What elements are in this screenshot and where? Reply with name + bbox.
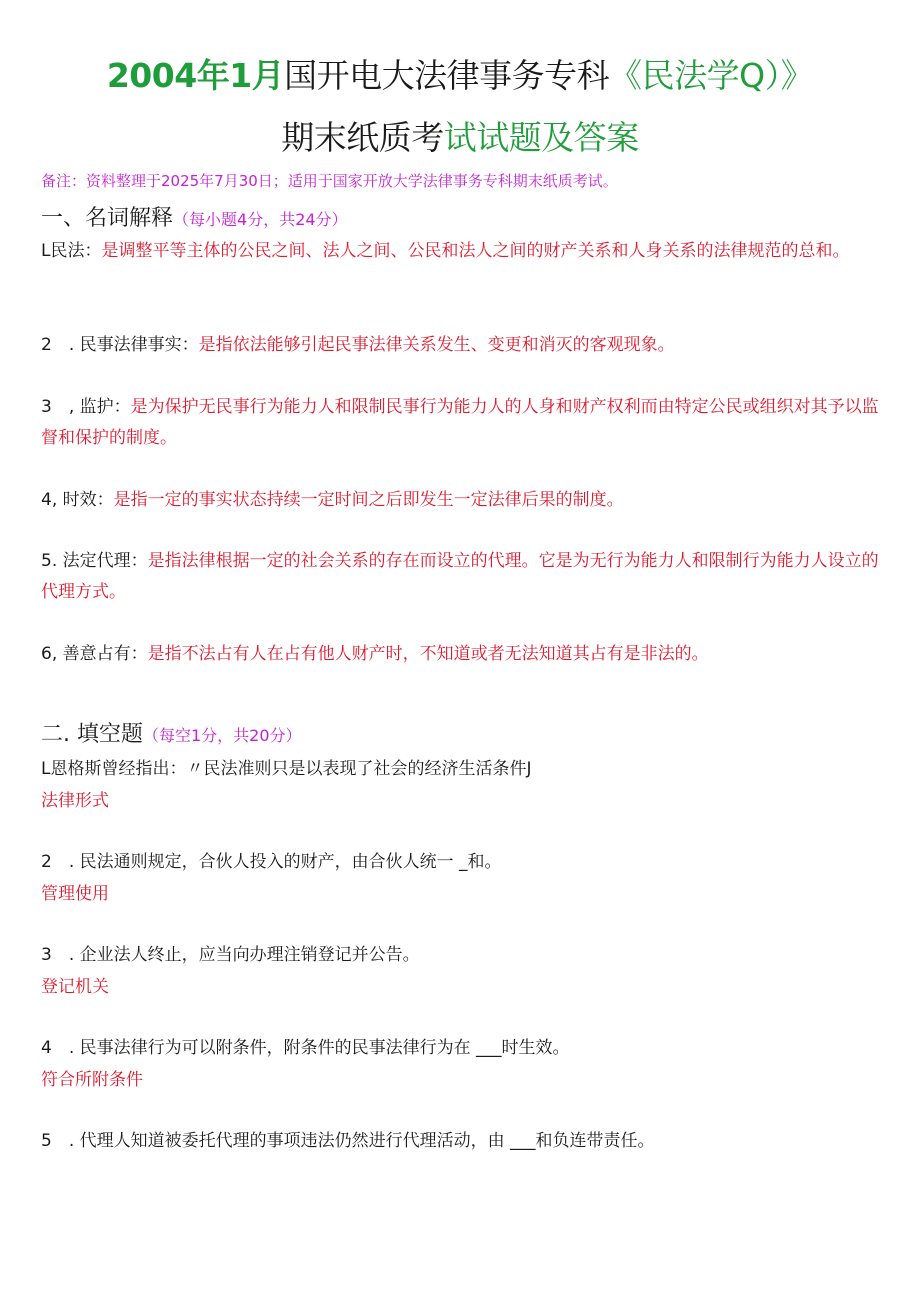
title-exam-suffix: 试试题及答案 xyxy=(443,118,639,157)
definition-item xyxy=(41,546,881,608)
definition-answer: 是指不法占有人在占有他人财产时，不知道或者无法知道其占有是非法的。 xyxy=(147,644,709,664)
definition-item xyxy=(41,330,881,361)
section-heading-fill-blank xyxy=(41,720,302,751)
definition-answer: 是指一定的事实状态持续一定时间之后即发生一定法律后果的制度。 xyxy=(113,490,624,510)
definition-item xyxy=(41,392,881,454)
definition-item xyxy=(41,236,881,267)
fill-question: 2 . 民法通则规定，合伙人投入的财产，由合伙人统一 _和。 xyxy=(41,852,502,872)
definition-answer: 是为保护无民事行为能力人和限制民事行为能力人的人身和财产权利而由特定公民或组织对其予以监督和保护的制度。 xyxy=(41,397,879,448)
fill-answer: 法律形式 xyxy=(41,791,109,811)
title-subject: 《民法学Q）》 xyxy=(609,56,814,95)
definition-term: 6, 善意占有： xyxy=(41,644,148,664)
definition-term: L民法： xyxy=(41,241,102,261)
title-exam-type: 期末纸质考 xyxy=(281,118,444,157)
definition-item xyxy=(41,639,881,670)
fill-answer: 管理使用 xyxy=(41,884,109,904)
document-title-line-1 xyxy=(0,56,920,96)
fill-question: L恩格斯曾经指出：〃民法准则只是以表现了社会的经济生活条件J xyxy=(41,759,532,779)
section-score: （每空1分，共20分） xyxy=(143,726,302,745)
fill-answer: 符合所附条件 xyxy=(41,1070,143,1090)
fill-question: 5 . 代理人知道被委托代理的事项违法仍然进行代理活动，由 ___和负连带责任。 xyxy=(41,1131,655,1151)
definition-answer: 是调整平等主体的公民之间、法人之间、公民和法人之间的财产关系和人身关系的法律规范的总和。 xyxy=(101,241,850,261)
section-title: 二. 填空题 xyxy=(41,722,143,747)
remark-note: 备注：资料整理于2025年7月30日；适用于国家开放大学法律事务专科期末纸质考试。 xyxy=(41,172,618,190)
section-title: 一、名词解释 xyxy=(41,206,174,231)
definition-term: 4, 时效： xyxy=(41,490,114,510)
definition-term: 3 , 监护： xyxy=(41,397,131,417)
fill-question: 3 . 企业法人终止，应当向办理注销登记并公告。 xyxy=(41,945,420,965)
definition-answer: 是指法律根据一定的社会关系的存在而设立的代理。它是为无行为能力人和限制行为能力人设立的代理方式。 xyxy=(41,551,879,602)
definition-term: 5. 法定代理： xyxy=(41,551,148,571)
title-date: 2004年1月 xyxy=(106,56,285,95)
fill-question: 4 . 民事法律行为可以附条件，附条件的民事法律行为在 ___时生效。 xyxy=(41,1038,570,1058)
fill-answer: 登记机关 xyxy=(41,977,109,997)
definition-term: 2 . 民事法律事实： xyxy=(41,335,199,355)
document-title-line-2 xyxy=(0,118,920,158)
section-heading-definitions xyxy=(41,204,348,235)
section-score: （每小题4分，共24分） xyxy=(173,210,348,229)
title-course: 国开电大法律事务专科 xyxy=(284,56,610,95)
definition-answer: 是指依法能够引起民事法律关系发生、变更和消灭的客观现象。 xyxy=(198,335,675,355)
definition-item xyxy=(41,485,881,516)
